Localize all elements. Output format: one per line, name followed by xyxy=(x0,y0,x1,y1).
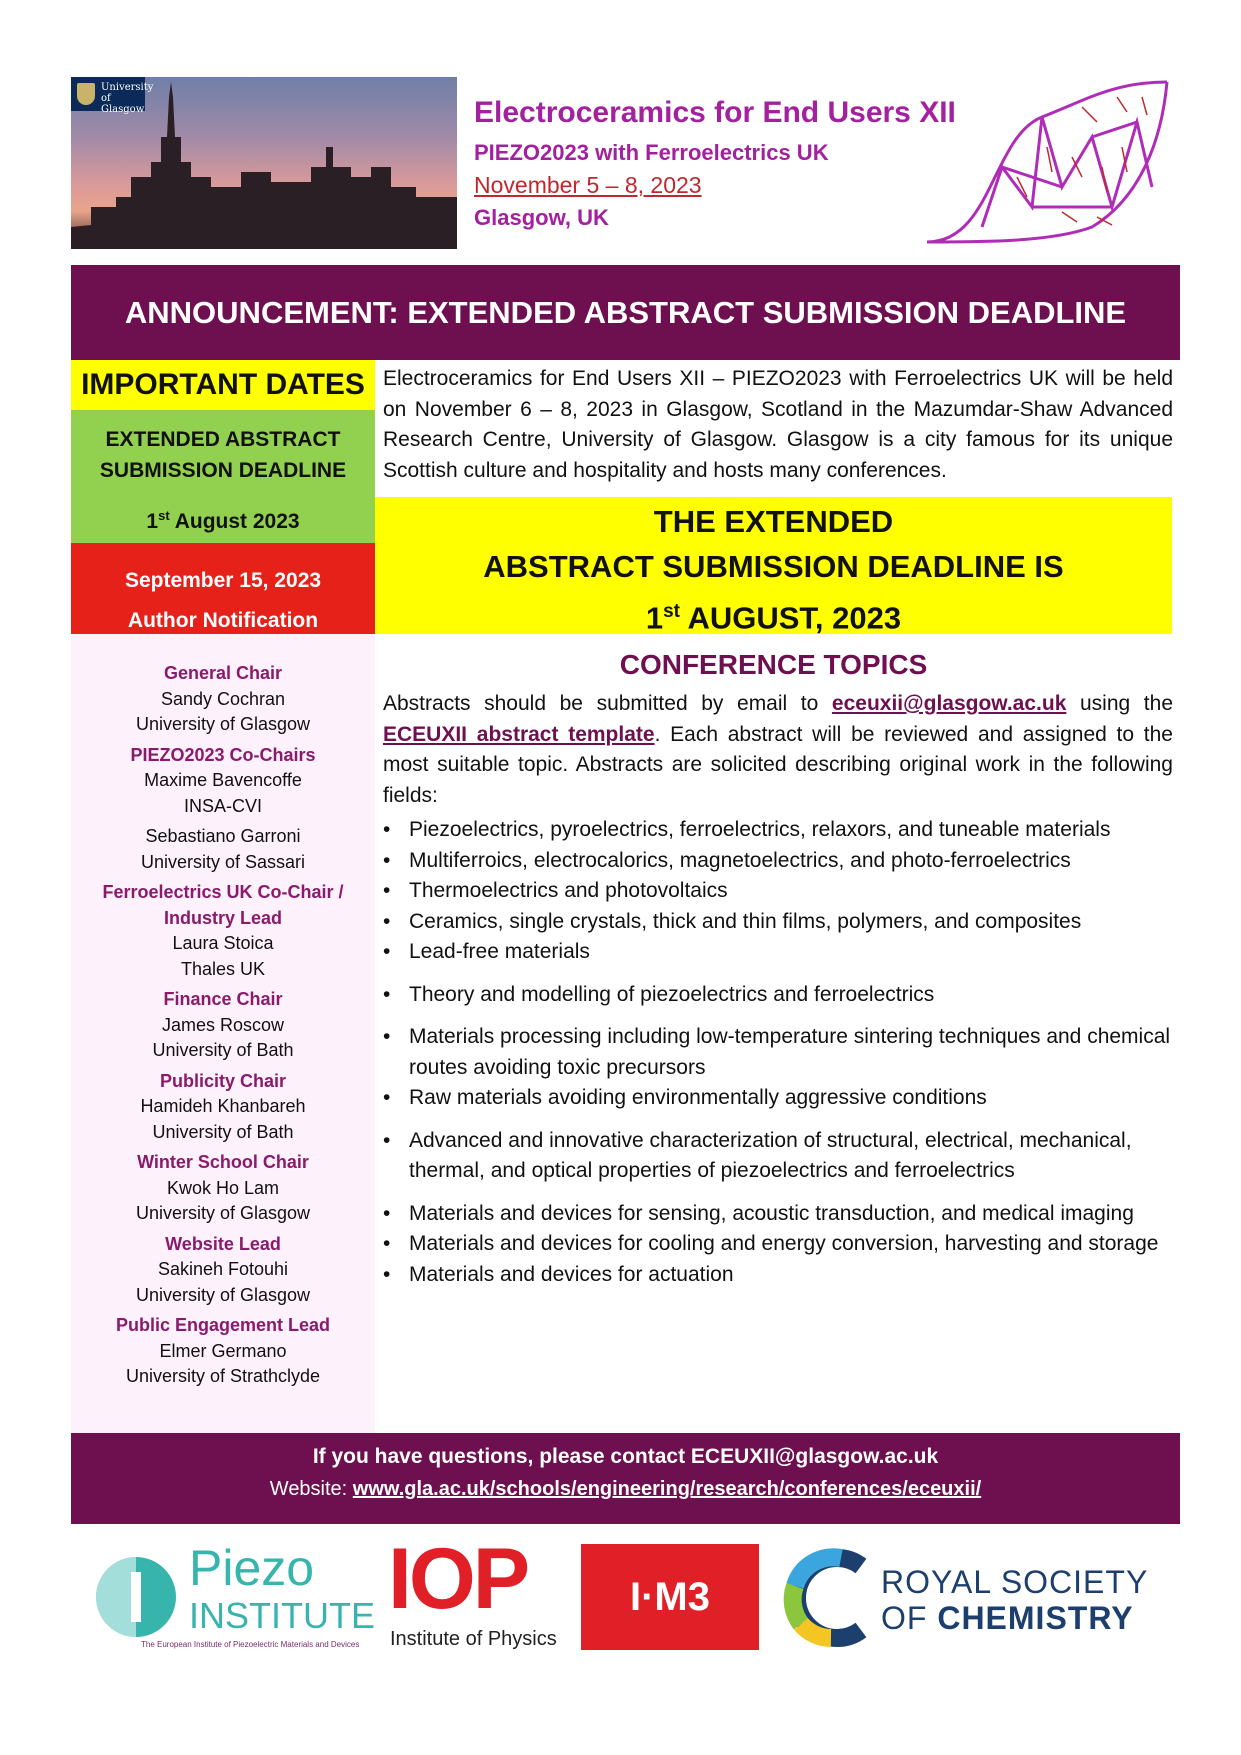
topic-item: • Theory and modelling of piezoelectrics and ferroelectrics xyxy=(383,980,1173,1011)
conference-location: Glasgow, UK xyxy=(474,205,609,230)
committee-person: Sakineh Fotouhi xyxy=(157,1259,289,1279)
committee-group xyxy=(71,1313,375,1390)
committee-affiliation: University of Sassari xyxy=(140,851,306,872)
topic-list xyxy=(383,815,1173,1290)
deadline-box xyxy=(71,410,375,543)
topic-item: • Advanced and innovative characterization of structural, electrical, mechanical, thermal, and optical properties of piezoelectrics and ferroelectrics xyxy=(383,1126,1173,1187)
committee-role: Website Lead xyxy=(165,1233,281,1254)
topic-item: • Raw materials avoiding environmentally aggressive conditions xyxy=(383,1083,1173,1114)
topic-item: • Multiferroics, electrocalorics, magnetoelectrics, and photo-ferroelectrics xyxy=(383,846,1173,877)
callout-line3: 1st AUGUST, 2023 xyxy=(645,600,902,636)
committee-group xyxy=(71,661,375,738)
notification-date: September 15, 2023 xyxy=(124,569,322,592)
piezo-institute-icon xyxy=(91,1552,181,1642)
notification-label: Author Notification xyxy=(127,609,319,632)
topic-item: • Materials processing including low-temperature sintering techniques and chemical routes avoiding toxic precursors xyxy=(383,1022,1173,1083)
callout-line1: THE EXTENDED xyxy=(653,504,894,539)
committee-affiliation: University of Strathclyde xyxy=(125,1366,321,1386)
glasgow-skyline-photo xyxy=(71,77,457,249)
topic-item: • Materials and devices for sensing, acoustic transduction, and medical imaging xyxy=(383,1199,1173,1230)
committee-person: Kwok Ho Lam xyxy=(166,1177,280,1198)
website-link[interactable]: www.gla.ac.uk/schools/engineering/research/conferences/eceuxii/ xyxy=(352,1478,982,1500)
rsc-chemistry: CHEMISTRY xyxy=(937,1600,1134,1636)
callout-line2: ABSTRACT SUBMISSION DEADLINE IS xyxy=(483,549,1064,584)
organizing-committee xyxy=(71,634,375,1433)
rsc-logo xyxy=(781,1540,1180,1660)
iop-name: Institute of Physics xyxy=(390,1628,557,1650)
committee-role: General Chair xyxy=(163,663,283,683)
committee-affiliation: University of Glasgow xyxy=(135,1284,311,1305)
piezo-institute-word: INSTITUTE xyxy=(189,1595,375,1636)
intro-paragraph: Electroceramics for End Users XII – PIEZO2023 with Ferroelectrics UK will be held on November 6 – 8, 2023 in Glasgow, Scotland in the Mazumdar-Shaw Advanced Research Centre, University of Glasgow. Glasgow is a city famous for its unique Scottish culture and hospitality and hosts many conferences. xyxy=(383,367,1173,482)
deadline-callout xyxy=(375,497,1172,634)
committee-affiliation: University of Bath xyxy=(152,1040,294,1060)
committee-role: Winter School Chair xyxy=(137,1152,309,1172)
committee-role: Public Engagement Lead xyxy=(115,1315,331,1335)
conference-title: Electroceramics for End Users XII xyxy=(474,96,956,129)
notification-box xyxy=(71,543,375,634)
important-dates-heading: IMPORTANT DATES xyxy=(71,360,375,410)
contact-bar xyxy=(71,1433,1180,1524)
committee-affiliation: University of Glasgow xyxy=(135,714,311,734)
committee-person: Sebastiano Garroni xyxy=(145,826,301,846)
committee-person: Hamideh Khanbareh xyxy=(140,1096,306,1116)
sponsor-logos xyxy=(71,1531,1180,1660)
topic-item: • Materials and devices for actuation xyxy=(383,1260,1173,1291)
deadline-label-line1: EXTENDED ABSTRACT xyxy=(105,428,341,451)
committee-group xyxy=(71,1232,375,1309)
committee-group xyxy=(71,880,375,982)
committee-role: Finance Chair xyxy=(163,989,283,1009)
website-line: Website: www.gla.ac.uk/schools/engineering/research/conferences/eceuxii/ xyxy=(269,1478,982,1500)
committee-person: Sandy Cochran xyxy=(160,688,286,709)
committee-group xyxy=(71,824,375,875)
im3-logo: I·M3 xyxy=(581,1544,759,1650)
conference-subtitle: PIEZO2023 with Ferroelectrics UK xyxy=(474,140,829,165)
conference-dates: November 5 – 8, 2023 xyxy=(474,172,702,198)
email-link[interactable]: eceuxii@glasgow.ac.uk xyxy=(831,692,1067,715)
committee-role: Publicity Chair xyxy=(159,1070,287,1091)
deadline-date: 1st August 2023 xyxy=(146,508,300,533)
contact-line: If you have questions, please contact ECEUXII@glasgow.ac.uk xyxy=(312,1445,939,1468)
topic-item: • Lead-free materials xyxy=(383,937,1173,968)
announcement-banner: ANNOUNCEMENT: EXTENDED ABSTRACT SUBMISSION DEADLINE xyxy=(71,265,1180,360)
rsc-c-icon xyxy=(781,1546,875,1650)
committee-person: Maxime Bavencoffe xyxy=(144,770,302,790)
committee-role: PIEZO2023 Co-Chairs xyxy=(130,744,316,765)
topic-item: • Materials and devices for cooling and energy conversion, harvesting and storage xyxy=(383,1229,1173,1260)
piezo-tagline: The European Institute of Piezoelectric Materials and Devices xyxy=(141,1640,360,1649)
committee-affiliation: University of Glasgow xyxy=(135,1203,311,1223)
committee-affiliation: University of Bath xyxy=(152,1121,294,1142)
deadline-label-line2: SUBMISSION DEADLINE xyxy=(99,459,347,482)
piezo-crystal-graphic xyxy=(922,77,1172,249)
iop-logo xyxy=(388,1531,558,1660)
uog-crest-icon xyxy=(77,83,95,105)
rsc-line2-wrap: OF CHEMISTRY xyxy=(881,1600,1134,1636)
conference-topics-title: CONFERENCE TOPICS xyxy=(619,649,928,680)
iop-word: IOP xyxy=(388,1531,528,1627)
committee-group xyxy=(71,1150,375,1227)
topics-intro: Abstracts should be submitted by email to eceuxii@glasgow.ac.uk using the ECEUXII abstract template. Each abstract will be reviewed and assigned to the most suitable topic. Abstracts are solicited describing original work in the following fields: xyxy=(383,692,1173,807)
committee-affiliation: INSA-CVI xyxy=(183,795,262,816)
piezo-institute-logo xyxy=(91,1540,401,1660)
topic-item: • Piezoelectrics, pyroelectrics, ferroelectrics, relaxors, and tuneable materials xyxy=(383,815,1173,846)
rsc-line1: ROYAL SOCIETY xyxy=(881,1564,1149,1600)
university-of-glasgow-badge: University of Glasgow xyxy=(71,77,145,111)
committee-role: Ferroelectrics UK Co-Chair / Industry Lead xyxy=(102,882,344,928)
committee-group xyxy=(71,1069,375,1146)
committee-affiliation: Thales UK xyxy=(180,958,266,979)
committee-group xyxy=(71,743,375,820)
committee-person: Laura Stoica xyxy=(172,933,274,953)
committee-person: Elmer Germano xyxy=(159,1340,287,1361)
topic-item: • Ceramics, single crystals, thick and thin films, polymers, and composites xyxy=(383,907,1173,938)
piezo-word: Piezo xyxy=(189,1540,315,1596)
topic-item: • Thermoelectrics and photovoltaics xyxy=(383,876,1173,907)
committee-group xyxy=(71,987,375,1064)
abstract-template-link[interactable]: ECEUXII abstract template xyxy=(383,722,655,746)
committee-person: James Roscow xyxy=(161,1014,285,1035)
